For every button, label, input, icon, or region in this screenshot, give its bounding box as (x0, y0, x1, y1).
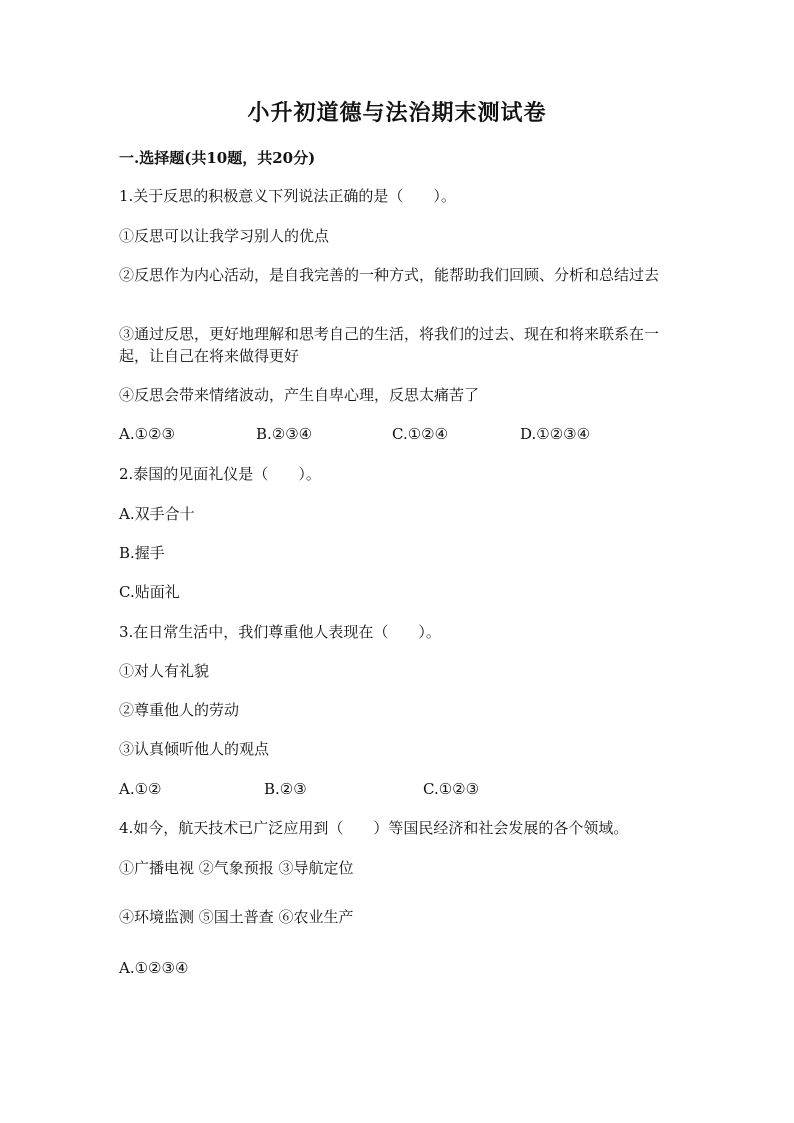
question-3-item-1: ①对人有礼貌 (119, 662, 210, 680)
question-4-item-1: ①广播电视 ②气象预报 ③导航定位 (119, 859, 354, 877)
question-4-option-a[interactable]: A.①②③④ (119, 959, 189, 977)
question-2-option-b[interactable]: B.握手 (119, 544, 165, 562)
section-heading: 一.选择题(共10题，共20分) (119, 149, 316, 167)
question-2-option-a[interactable]: A.双手合十 (119, 505, 195, 523)
question-1-option-a[interactable]: A.①②③ (119, 425, 175, 443)
question-3-item-2: ②尊重他人的劳动 (119, 701, 240, 719)
question-3-option-b[interactable]: B.②③ (264, 780, 307, 798)
question-3-option-a[interactable]: A.①② (119, 780, 162, 798)
question-2-option-c[interactable]: C.贴面礼 (119, 583, 180, 601)
question-1-item-3: ③通过反思，更好地理解和思考自己的生活，将我们的过去、现在和将来联系在一起，让自己在将来做得更好 (119, 325, 660, 365)
question-1-option-b[interactable]: B.②③④ (256, 425, 313, 443)
question-1-option-c[interactable]: C.①②④ (392, 425, 449, 443)
page-title: 小升初道德与法治期末测试卷 (247, 100, 547, 126)
question-4-stem: 4.如今，航天技术已广泛应用到（ ）等国民经济和社会发展的各个领域。 (119, 819, 629, 837)
question-3-option-c[interactable]: C.①②③ (423, 780, 480, 798)
question-1-item-2: ②反思作为内心活动，是自我完善的一种方式，能帮助我们回顾、分析和总结过去 (119, 266, 660, 284)
question-3-item-3: ③认真倾听他人的观点 (119, 740, 270, 758)
question-1-item-4: ④反思会带来情绪波动，产生自卑心理，反思太痛苦了 (119, 386, 480, 404)
question-4-item-2: ④环境监测 ⑤国土普查 ⑥农业生产 (119, 908, 354, 926)
question-1-option-d[interactable]: D.①②③④ (520, 425, 591, 443)
question-2-stem: 2.泰国的见面礼仪是（ ）。 (119, 465, 321, 483)
question-1-item-1: ①反思可以让我学习别人的优点 (119, 227, 330, 245)
question-3-stem: 3.在日常生活中，我们尊重他人表现在（ ）。 (119, 623, 441, 641)
question-1-stem: 1.关于反思的积极意义下列说法正确的是（ ）。 (119, 187, 456, 205)
